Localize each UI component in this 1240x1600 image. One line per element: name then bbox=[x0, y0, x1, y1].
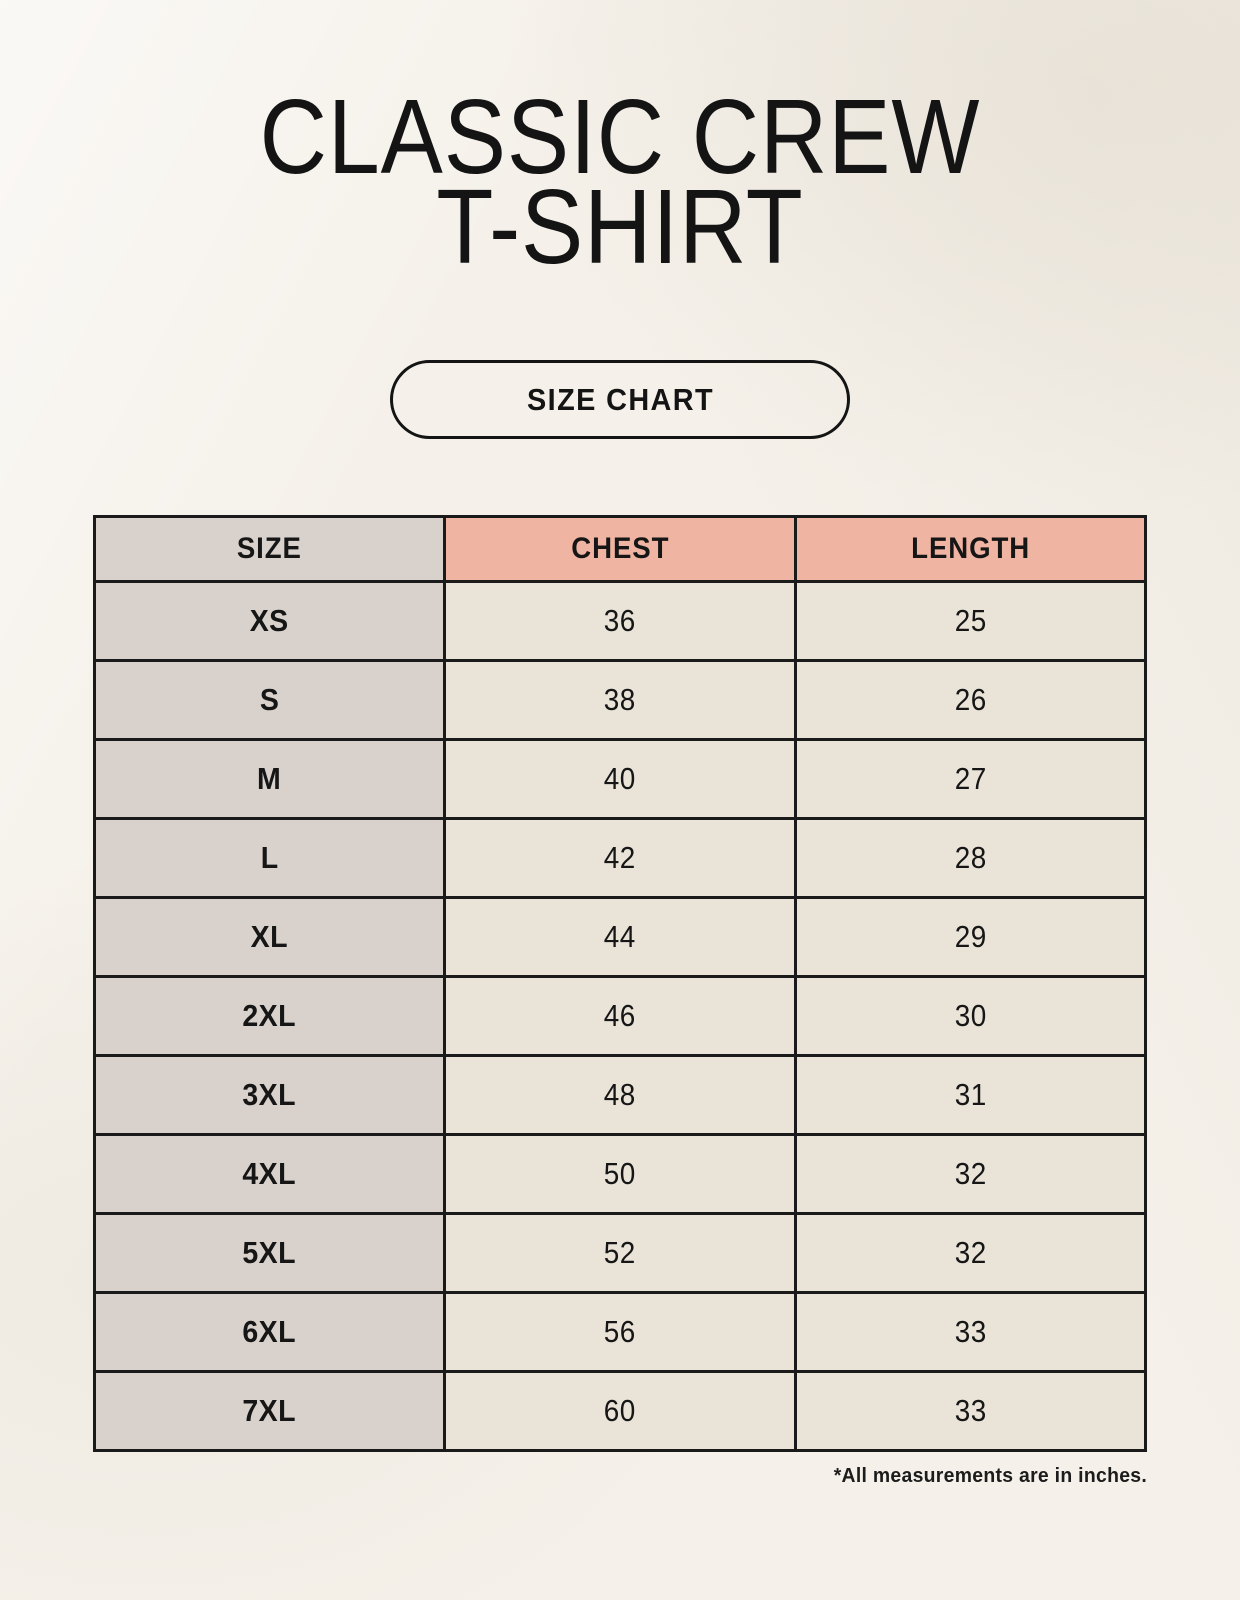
header-cell-chest bbox=[444, 517, 795, 582]
chest-cell: 38 bbox=[444, 661, 795, 740]
length-cell: 30 bbox=[796, 977, 1146, 1056]
size-chart-table bbox=[93, 515, 1147, 1452]
page-title-line2: T-SHIRT bbox=[436, 168, 804, 287]
chest-cell: 60 bbox=[444, 1372, 795, 1451]
header-cell-size bbox=[95, 517, 445, 582]
chest-cell: 42 bbox=[444, 819, 795, 898]
table-row bbox=[95, 1372, 1146, 1451]
table-row bbox=[95, 1135, 1146, 1214]
table-row bbox=[95, 977, 1146, 1056]
table-row bbox=[95, 740, 1146, 819]
measurements-footnote bbox=[93, 1465, 1147, 1488]
chest-cell: 56 bbox=[444, 1293, 795, 1372]
size-chart-button-label: SIZE CHART bbox=[526, 381, 714, 417]
size-cell: L bbox=[95, 819, 445, 898]
chest-cell: 40 bbox=[444, 740, 795, 819]
length-cell: 26 bbox=[796, 661, 1146, 740]
page-title bbox=[74, 78, 1165, 287]
header-label-size: SIZE bbox=[236, 532, 303, 566]
header-cell-length bbox=[796, 517, 1146, 582]
size-cell: 6XL bbox=[95, 1293, 445, 1372]
table-row bbox=[95, 1293, 1146, 1372]
chest-cell: 48 bbox=[444, 1056, 795, 1135]
size-chart-button[interactable] bbox=[390, 360, 850, 439]
table-row bbox=[95, 1056, 1146, 1135]
chest-cell: 36 bbox=[444, 582, 795, 661]
header-label-chest: CHEST bbox=[570, 532, 670, 566]
table-row bbox=[95, 1214, 1146, 1293]
length-cell: 33 bbox=[796, 1372, 1146, 1451]
header-label-length: LENGTH bbox=[911, 532, 1030, 566]
length-cell: 33 bbox=[796, 1293, 1146, 1372]
length-cell: 29 bbox=[796, 898, 1146, 977]
size-cell: XL bbox=[95, 898, 445, 977]
size-cell: 5XL bbox=[95, 1214, 445, 1293]
measurements-footnote-text: *All measurements are in inches. bbox=[833, 1465, 1147, 1488]
table-header-row bbox=[95, 517, 1146, 582]
chest-cell: 46 bbox=[444, 977, 795, 1056]
size-chart-button-wrap bbox=[0, 360, 1240, 439]
size-cell: XS bbox=[95, 582, 445, 661]
length-cell: 28 bbox=[796, 819, 1146, 898]
chest-cell: 44 bbox=[444, 898, 795, 977]
page-title-line1: CLASSIC CREW bbox=[259, 78, 981, 196]
length-cell: 27 bbox=[796, 740, 1146, 819]
length-cell: 31 bbox=[796, 1056, 1146, 1135]
table-row bbox=[95, 661, 1146, 740]
size-cell: 7XL bbox=[95, 1372, 445, 1451]
size-cell: M bbox=[95, 740, 445, 819]
chest-cell: 50 bbox=[444, 1135, 795, 1214]
size-cell: S bbox=[95, 661, 445, 740]
table-row bbox=[95, 819, 1146, 898]
table-row bbox=[95, 898, 1146, 977]
table-row bbox=[95, 582, 1146, 661]
size-cell: 4XL bbox=[95, 1135, 445, 1214]
size-cell: 2XL bbox=[95, 977, 445, 1056]
size-cell: 3XL bbox=[95, 1056, 445, 1135]
length-cell: 32 bbox=[796, 1135, 1146, 1214]
length-cell: 32 bbox=[796, 1214, 1146, 1293]
chest-cell: 52 bbox=[444, 1214, 795, 1293]
length-cell: 25 bbox=[796, 582, 1146, 661]
